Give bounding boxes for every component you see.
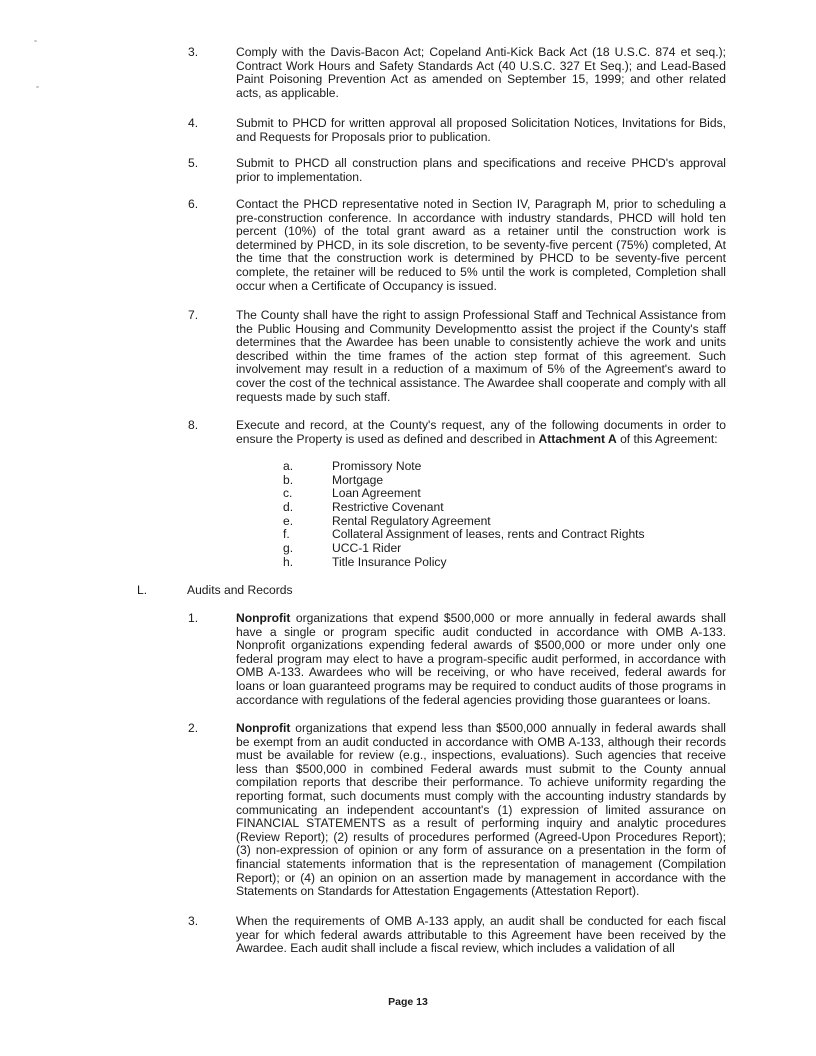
item-text-part: Execute and record, at the County's request, any of the following documents in order to ensure the Property is used as defined and described in <box>236 418 726 446</box>
item-number: 3. <box>188 914 199 928</box>
list-letter: c. <box>283 486 293 501</box>
document-name: Loan Agreement <box>332 486 421 501</box>
list-letter: g. <box>283 541 294 556</box>
item-bold-lead: Nonprofit <box>236 611 291 625</box>
document-name: UCC-1 Rider <box>332 541 402 556</box>
list-letter: b. <box>283 472 294 487</box>
section-title: Audits and Records <box>187 583 293 597</box>
list-letter: e. <box>283 513 294 528</box>
item-text-part: organizations that expend $500,000 or more annually in federal awards shall have a single or program specific audit conducted in accordance with OMB A-133. Nonprofit organizations expending federal awards of $500,000 or more under only one federal program may elect to have a program-specific audit performed, in accordance with OMB A-133. Awardees who will be receiving, or who have received, federal awards for loans or loan guaranteed programs may be required to conduct audits of those programs in accordance with regulations of the federal agencies providing those guarantees or loans. <box>236 611 726 707</box>
document-name: Title Insurance Policy <box>332 554 447 569</box>
list-letter: h. <box>283 554 294 569</box>
attachment-reference: Attachment A <box>538 431 617 446</box>
item-number: 3. <box>188 45 199 59</box>
documents-list-item <box>283 460 723 474</box>
item-number: 5. <box>188 156 199 170</box>
documents-list-item <box>283 515 723 529</box>
item-number: 7. <box>188 308 199 322</box>
item-text: The County shall have the right to assign Professional Staff and Technical Assistance from the Public Housing and Community Developmentto assist the project if the County's staff determines that the Awardee has been unable to consistently achieve the work and units described within the time frames of the action step format of this agreement. Such involvement may result in a reduction of a maximum of 5% of the Agreement's award to cover the cost of the technical assistance. The Awardee shall cooperate and comply with all requests made by such staff. <box>236 308 726 404</box>
documents-list-item <box>283 474 723 488</box>
item-number: 4. <box>188 116 199 130</box>
document-name: Rental Regulatory Agreement <box>332 513 491 528</box>
list-letter: f. <box>283 527 290 542</box>
document-name: Collateral Assignment of leases, rents and Contract Rights <box>332 527 645 542</box>
item-text: When the requirements of OMB A-133 apply, an audit shall be conducted for each fiscal year for which federal awards attributable to this Agreement have been received by the Awardee. Each audit shall include a fiscal review, which includes a validation of all <box>236 914 726 956</box>
document-name: Mortgage <box>332 472 384 487</box>
documents-list-item <box>283 501 723 515</box>
list-letter: d. <box>283 500 294 515</box>
section-letter: L. <box>137 583 148 597</box>
document-name: Restrictive Covenant <box>332 500 444 515</box>
document-name: Promissory Note <box>332 459 422 473</box>
item-text <box>236 419 726 446</box>
item-text-part: organizations that expend less than $500,000 annually in federal awards shall be exempt from an audit conducted in accordance with OMB A-133, although their records must be available for review (e.g., inspections, evaluations). Such agencies that receive less than $500,000 in combined Federal awards must submit to the County annual compilation reports that describe their performance. To achieve uniformity regarding the reporting format, such documents must comply with the accounting industry standards by communicating an independent accountant's (1) expression of limited assurance on FINANCIAL STATEMENTS as a result of performing inquiry and analytic procedures (Review Report); (2) results of procedures performed (Agreed-Upon Procedures Report); (3) non-expression of opinion or any form of assurance on a presentation in the form of financial statements information that is the representation of management (Compilation Report); or (4) an opinion on an assertion made by management in accordance with the Statements on Standards for Attestation Engagements (Attestation Report). <box>236 721 726 899</box>
item-number: 1. <box>188 611 199 625</box>
item-number: 6. <box>188 197 199 211</box>
item-bold-lead: Nonprofit <box>236 721 291 735</box>
item-text <box>236 612 726 707</box>
scan-speck <box>34 40 37 42</box>
documents-list-item <box>283 556 723 570</box>
item-text: Submit to PHCD for written approval all proposed Solicitation Notices, Invitations for Bids, and Requests for Proposals prior to publication. <box>236 116 726 144</box>
list-letter: a. <box>283 459 294 473</box>
item-text: Submit to PHCD all construction plans and specifications and receive PHCD's approval prior to implementation. <box>236 156 726 184</box>
item-text <box>236 722 726 899</box>
item-text: Comply with the Davis-Bacon Act; Copeland Anti-Kick Back Act (18 U.S.C. 874 et seq.); Contract Work Hours and Safety Standards Act (40 U.S.C. 327 Et Seq.); and Lead-Based Paint Poisoning Prevention Act as amended on September 15, 1999; and other related acts, as applicable. <box>236 45 726 100</box>
documents-list <box>283 460 723 570</box>
scan-speck <box>36 86 39 88</box>
item-text: Contact the PHCD representative noted in Section IV, Paragraph M, prior to scheduling a pre-construction conference. In accordance with industry standards, PHCD will hold ten percent (10%) of the total grant award as a retainer until the construction work is determined by PHCD, in its sole discretion, to be seventy-five percent (75%) completed, At the time that the construction work is determined by PHCD to be seventy-five percent complete, the retainer will be reduced to 5% until the work is completed, Completion shall occur when a Certificate of Occupancy is issued. <box>236 197 726 293</box>
documents-list-item <box>283 528 723 542</box>
page-number: Page 13 <box>388 996 428 1008</box>
documents-list-item <box>283 542 723 556</box>
item-text-part: of this Agreement: <box>616 431 718 446</box>
documents-list-item <box>283 487 723 501</box>
item-number: 2. <box>188 721 199 735</box>
item-number: 8. <box>188 418 199 432</box>
